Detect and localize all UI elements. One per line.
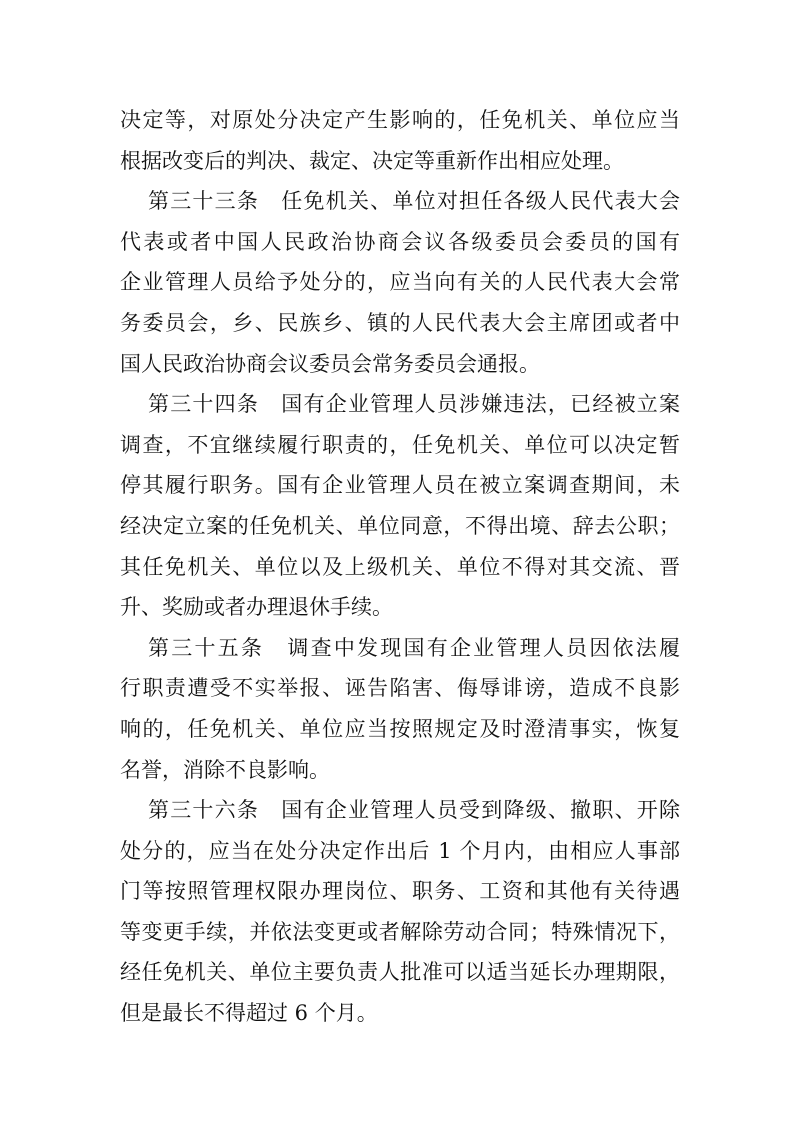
text-line: 停其履行职务。国有企业管理人员在被立案调查期间，未 [120, 473, 680, 498]
text-line: 门等按照管理权限办理岗位、职务、工资和其他有关待遇 [120, 879, 680, 904]
text-line: 但是最长不得超过 6 个月。 [120, 1001, 378, 1026]
text-line: 根据改变后的判决、裁定、决定等重新作出相应处理。 [120, 148, 624, 173]
text-line: 决定等，对原处分决定产生影响的，任免机关、单位应当 [120, 108, 680, 132]
text-line: 务委员会，乡、民族乡、镇的人民代表大会主席团或者中 [120, 310, 680, 335]
text-line: 等变更手续，并依法变更或者解除劳动合同；特殊情况下， [120, 919, 680, 944]
article-36-heading-line: 第三十六条 国有企业管理人员受到降级、撤职、开除 [148, 798, 680, 823]
text-line: 其任免机关、单位以及上级机关、单位不得对其交流、晋 [120, 554, 680, 579]
text-line: 响的，任免机关、单位应当按照规定及时澄清事实，恢复 [120, 716, 680, 741]
body-text [120, 100, 680, 1034]
text-line: 调查，不宜继续履行职责的，任免机关、单位可以决定暂 [120, 432, 680, 457]
text-line: 代表或者中国人民政治协商会议各级委员会委员的国有 [120, 229, 680, 254]
text-line: 经任免机关、单位主要负责人批准可以适当延长办理期限， [120, 960, 680, 985]
text-line: 企业管理人员给予处分的，应当向有关的人民代表大会常 [120, 270, 680, 295]
text-line: 名誉，消除不良影响。 [120, 757, 330, 782]
article-35-heading-line: 第三十五条 调查中发现国有企业管理人员因依法履 [148, 635, 680, 660]
text-line: 行职责遭受不实举报、诬告陷害、侮辱诽谤，造成不良影 [120, 676, 680, 701]
article-34-heading-line: 第三十四条 国有企业管理人员涉嫌违法，已经被立案 [148, 392, 680, 417]
text-line: 国人民政治协商会议委员会常务委员会通报。 [120, 351, 540, 376]
article-33-heading-line: 第三十三条 任免机关、单位对担任各级人民代表大会 [148, 189, 680, 214]
text-line: 升、奖励或者办理退休手续。 [120, 595, 393, 620]
text-line: 处分的，应当在处分决定作出后 1 个月内，由相应人事部 [120, 838, 680, 863]
text-line: 经决定立案的任免机关、单位同意，不得出境、辞去公职； [120, 513, 680, 538]
